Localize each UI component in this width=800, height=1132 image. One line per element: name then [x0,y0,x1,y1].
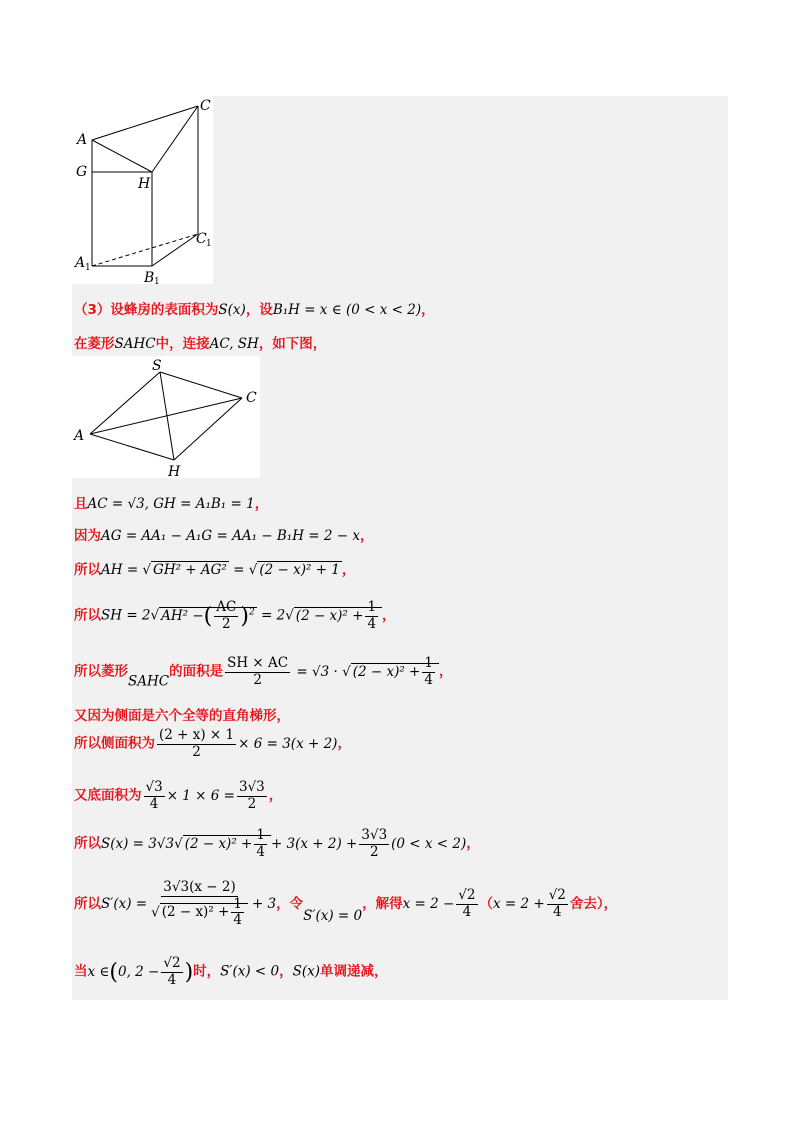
math: AC [216,599,237,615]
line-8: 又因为侧面是六个全等的直角梯形， [74,708,290,724]
line-2 [74,332,326,352]
text: 又底面积为 [74,787,142,804]
math: + 3(x + 2) + [270,835,358,852]
math: B₁H = x ∈ (0 < x < 2) [272,302,422,318]
label-A: A [74,428,85,444]
text: ， [359,528,374,544]
text: 舍去）， [569,895,618,912]
text: 因为 [74,528,101,544]
math: 3√3 [361,827,388,843]
text: 所以菱形 [74,663,128,680]
math: AH = [101,562,139,578]
math: 2 [192,743,201,760]
text: 所以侧面积为 [74,735,155,752]
math: x = 2 − [402,895,455,912]
text: 所以 [74,562,101,578]
math: S′(x) = [101,895,148,912]
math: (2 − x)² + [161,904,230,921]
math: 1 [424,655,433,671]
math: × 1 × 6 = [166,787,235,804]
line-7: 所以菱形SAHC的面积是 $\frac{SH \times AC}{2}$ = √3 · √ (2 − x)² + $\frac{1}{4}$ ， [74,655,453,690]
math: AG = AA₁ − A₁G = AA₁ − B₁H = 2 − x [101,528,360,544]
label-H: H [138,176,151,192]
label-A1: A [75,255,86,271]
math: x = 2 + [493,895,545,912]
text: ，解得 [362,895,403,912]
math: 2 [247,795,257,812]
math: √3 [145,779,163,795]
text: 所以 [74,607,101,624]
text: ， [341,562,356,578]
math: = 2 [260,607,286,624]
math: √2 [458,887,476,904]
text: 单调递减， [320,963,388,980]
math: GH² + AG² [153,562,227,578]
math: = [233,562,245,578]
text: （ [479,895,493,912]
math: 1 [233,895,242,912]
math: (2 + x) × 1 [159,727,235,743]
text: （3）设蜂房的表面积为 [74,302,219,318]
math: = √3 · [296,663,338,680]
text: 当 [74,963,88,980]
text: ， [421,302,435,318]
prism-figure [72,96,213,284]
math: AC = √3, GH = A₁B₁ = 1 [87,496,255,512]
math: S′(x) = 0 [303,907,363,924]
text: 时， [193,963,221,980]
math: 4 [367,615,377,632]
math: 0, 2 − [118,963,160,980]
text: 所以 [74,895,101,912]
line-4 [74,524,373,544]
math: 2 [369,843,379,860]
rhombus-diagram [72,356,260,478]
line-10 [74,780,282,812]
math: x ∈ [87,963,110,980]
math: AC, SH [209,336,259,352]
text: ，设 [245,302,273,318]
math: (2 − x)² + [295,607,364,624]
math: SH × AC [227,655,289,671]
math: × 6 = 3(x + 2) [238,735,338,752]
math: 4 [553,903,562,920]
label-C: C [246,390,257,406]
math: √2 [548,887,566,904]
math: 4 [462,903,472,920]
math: 1 [256,827,265,843]
math: S(x) [292,963,321,980]
math: SH = 2 [101,607,151,624]
line-3 [74,492,268,512]
text: ， [382,607,396,624]
math: 4 [167,971,177,988]
text: 的面积是 [169,663,224,680]
text: ， [337,735,351,752]
text: ， [268,787,283,804]
label-A1-sub: 1 [85,263,91,273]
text: 中，连接 [155,336,210,352]
label-S: S [152,358,162,374]
text: ，如下图， [258,336,327,352]
text: 且 [74,496,88,512]
prism-diagram [72,96,213,284]
label-A: A [77,132,88,148]
label-B1-sub: 1 [154,277,160,284]
label-C1-sub: 1 [206,239,212,249]
line-1 [74,298,435,318]
math: AH² − [161,607,204,624]
math: 4 [233,912,242,929]
math: 3√3(x − 2) [163,879,236,895]
line-9 [74,728,351,760]
math: S′(x) < 0 [220,963,280,980]
math: 3√3 [238,779,265,795]
math: 2 [253,671,262,688]
math: 4 [256,843,265,860]
line-12: 所以S′(x) = 3√3(x − 2) √ (2 − x)² + $\frac{1}{4}$ + 3，令S′(x) = 0，解得x = 2 − $\frac{√2}{4}$ （x = 2 + $\frac{√2}{4}$ 舍去）， [74,879,618,929]
math: (2 − x)² + [352,663,421,680]
text: ， [279,963,293,980]
text: ， [466,835,480,852]
label-C: C [200,98,211,114]
text: ， [438,663,453,680]
math: S(x) [218,302,246,318]
math: S(x) = 3√3 [101,835,175,852]
line-11: 所以S(x) = 3√3√ (2 − x)² + $\frac{1}{4}$ + 3(x + 2) + $\frac{3√3}{2}$ (0 < x < 2)， [74,827,480,860]
math: SAHC [128,673,170,690]
math: 4 [424,671,433,688]
math: + 3 [251,895,277,912]
label-B1: B [144,270,155,284]
label-G: G [76,164,88,180]
math: √2 [163,955,181,971]
text: 所以 [74,835,101,852]
text: ，令 [276,895,304,912]
text: 在菱形 [74,336,115,352]
label-C1: C [196,231,207,247]
line-13: 当x ∈(0, 2 − $\frac{√2}{4}$ )时，S′(x) < 0，S(x)单调递减， [74,955,388,988]
line-5: 所以AH = √ GH² + AG² = √ (2 − x)² + 1 ， [74,562,356,578]
math: (0 < x < 2) [391,835,467,852]
label-H: H [168,464,181,478]
math: 2 [222,615,231,632]
rhombus-figure [72,356,260,478]
math: (2 − x)² + 1 [259,562,340,578]
text: ， [254,496,269,512]
line-6: 所以SH = 2√ AH² −( $\frac{AC}{2}$ )$^2$ = 2√ (2 − x)² + $\frac{1}{4}$ ， [74,599,396,632]
math: (2 − x)² + [184,835,253,852]
math: 4 [149,795,159,812]
math: SAHC [114,336,156,352]
math: 1 [367,599,377,615]
